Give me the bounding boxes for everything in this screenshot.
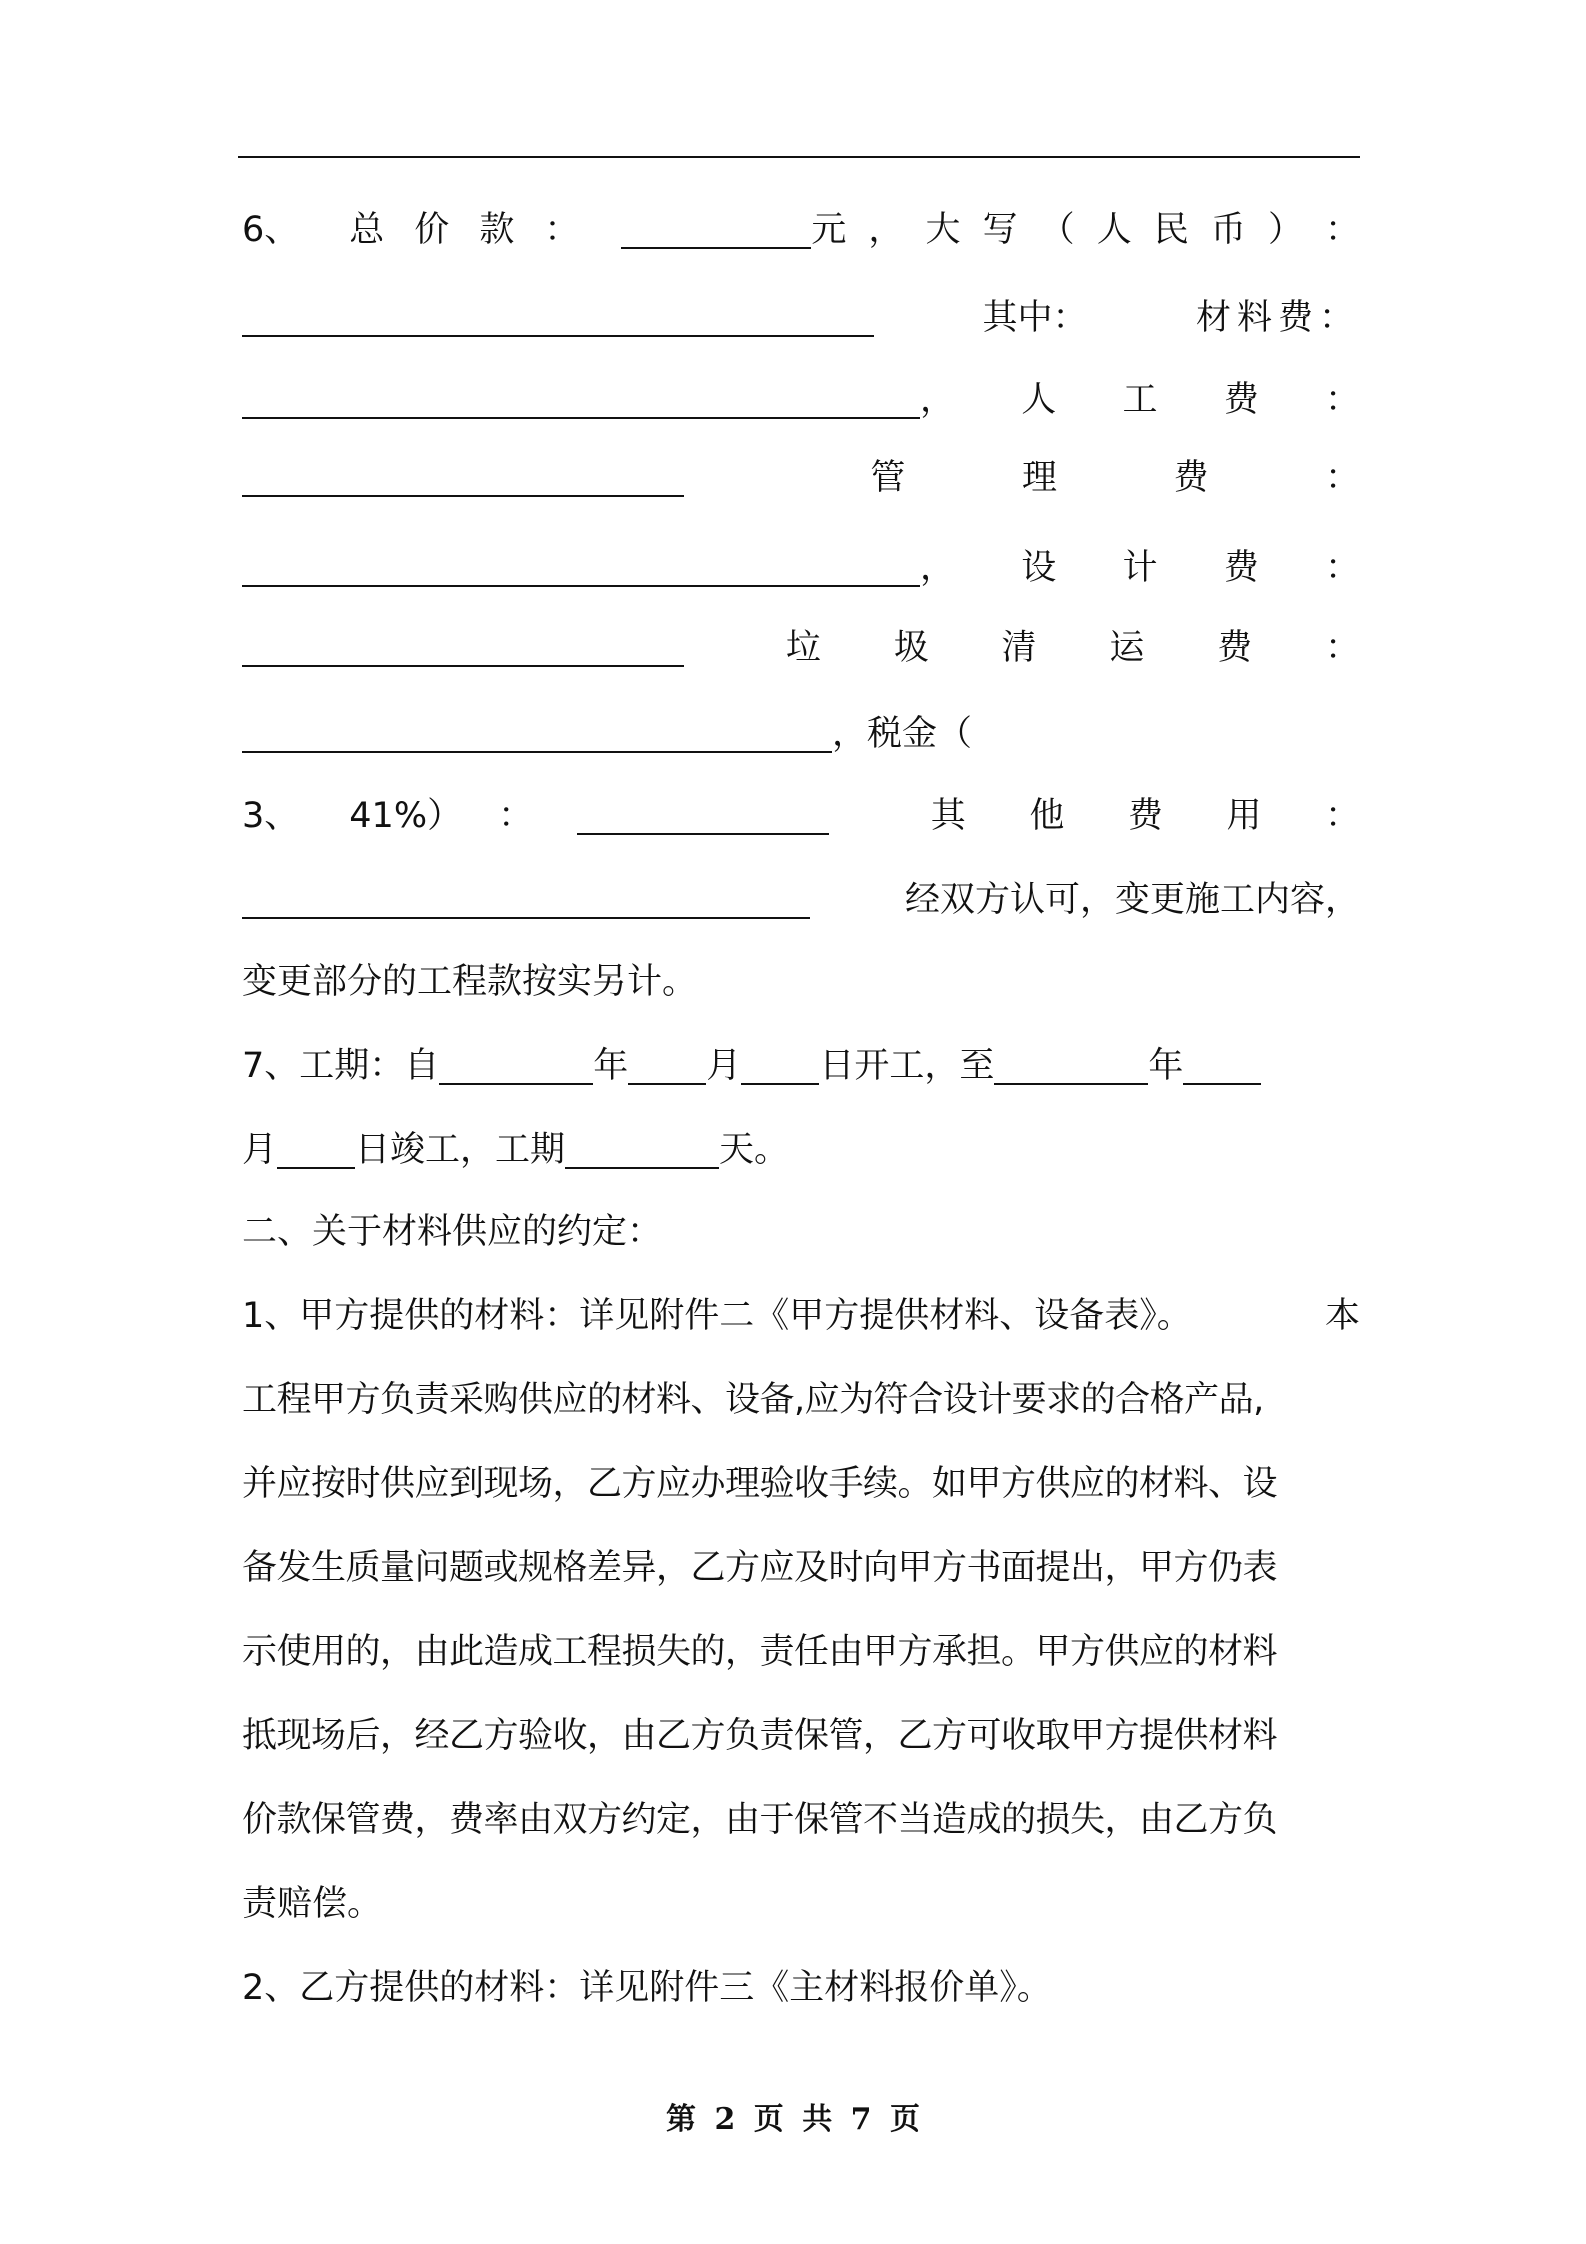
text-line-labor — [242, 370, 1360, 430]
text: 运 — [1109, 628, 1145, 668]
text: 元 — [811, 210, 847, 250]
text-line — [242, 1790, 1360, 1850]
text: 天。 — [719, 1130, 790, 1170]
text: 款 — [479, 210, 515, 250]
text: 2、乙方提供的材料：详见附件三《主材料报价单》。 — [242, 1968, 1052, 2008]
text-line-total-price — [242, 200, 1360, 260]
text: 备发生质量问题或规格差异，乙方应及时向甲方书面提出，甲方仍表 — [242, 1548, 1278, 1588]
text: 7、工期：自 — [242, 1046, 440, 1086]
text: 费 — [1173, 458, 1209, 498]
text: 其中： — [982, 298, 1088, 338]
text: 材料费： — [1195, 298, 1360, 338]
text: 经双方认可，变更施工内容， — [904, 880, 1360, 920]
text: 他 — [1029, 796, 1065, 836]
text: 人 — [1021, 380, 1057, 420]
text: 管 — [870, 458, 906, 498]
text: 41%） — [349, 796, 463, 836]
text: ， — [868, 210, 904, 250]
text: ： — [498, 796, 534, 836]
text: 抵现场后，经乙方验收，由乙方负责保管，乙方可收取甲方提供材料 — [242, 1716, 1278, 1756]
blank-end-day — [277, 1131, 355, 1169]
text: 总 — [349, 210, 385, 250]
text: 二、关于材料供应的约定： — [242, 1212, 663, 1252]
text: 工 — [1122, 380, 1158, 420]
text-line-design — [242, 538, 1360, 598]
blank-other-fees — [242, 881, 810, 919]
blank-material-fee — [242, 381, 920, 419]
text-line-management — [242, 448, 1360, 508]
text: 圾 — [893, 628, 929, 668]
text-line — [242, 1538, 1360, 1598]
text: 费 — [1223, 548, 1259, 588]
text: 清 — [1001, 628, 1037, 668]
header-rule — [238, 156, 1360, 158]
text: 计 — [1122, 548, 1158, 588]
blank-start-month — [628, 1047, 706, 1085]
blank-tax — [577, 797, 829, 835]
text-line — [242, 1706, 1360, 1766]
blank-start-year — [439, 1047, 593, 1085]
blank-end-year — [994, 1047, 1148, 1085]
text: 费 — [1223, 380, 1259, 420]
section-heading — [242, 1202, 1360, 1262]
text: 费 — [1217, 628, 1253, 668]
text: ： — [1325, 548, 1361, 588]
item-number: 3、 — [242, 796, 300, 836]
text: ，税金（ — [832, 714, 973, 754]
text-line — [242, 1874, 1360, 1934]
text: 人 — [1096, 210, 1132, 250]
blank-duration-days — [565, 1131, 719, 1169]
text: 写 — [982, 210, 1018, 250]
text-line — [242, 1286, 1360, 1346]
text-line — [242, 1454, 1360, 1514]
blank-garbage-fee — [242, 715, 832, 753]
page-number: 第 2 页 共 7 页 — [666, 2102, 920, 2137]
text: 币 — [1210, 210, 1246, 250]
text: 1、甲方提供的材料：详见附件二《甲方提供材料、设备表》。 — [242, 1296, 1192, 1336]
text-line — [242, 952, 1360, 1012]
text: （ — [1039, 210, 1075, 250]
blank-uppercase-amount — [242, 299, 874, 337]
text: 日竣工，工期 — [355, 1130, 566, 1170]
text: 理 — [1021, 458, 1057, 498]
text: ： — [1325, 380, 1361, 420]
text-line-other-fees — [242, 786, 1360, 846]
text: 责赔偿。 — [242, 1884, 383, 1924]
text: 月 — [242, 1130, 278, 1170]
text: ： — [1325, 458, 1361, 498]
text: ： — [1324, 628, 1360, 668]
text-line-period-end — [242, 1120, 1360, 1180]
text: 年 — [593, 1046, 629, 1086]
item-number: 6、 — [242, 210, 300, 250]
text: ） — [1267, 210, 1303, 250]
text: ： — [544, 210, 580, 250]
text-line-changes — [242, 870, 1360, 930]
text: ： — [1325, 796, 1361, 836]
text: ， — [920, 380, 956, 420]
text: 并应按时供应到现场，乙方应办理验收手续。如甲方供应的材料、设 — [242, 1464, 1278, 1504]
text: 价款保管费，费率由双方约定，由于保管不当造成的损失，由乙方负 — [242, 1800, 1278, 1840]
text: 日开工，至 — [819, 1046, 995, 1086]
text: 工程甲方负责采购供应的材料、设备,应为符合设计要求的合格产品, — [242, 1380, 1264, 1420]
text-line-tax — [242, 704, 1360, 764]
text: 民 — [1153, 210, 1189, 250]
blank-labor-fee — [242, 459, 684, 497]
text: 变更部分的工程款按实另计。 — [242, 962, 698, 1002]
blank-end-month — [1183, 1047, 1261, 1085]
text: ， — [920, 548, 956, 588]
text: ： — [1325, 210, 1361, 250]
blank-management-fee — [242, 549, 920, 587]
text: 年 — [1148, 1046, 1184, 1086]
text: 价 — [414, 210, 450, 250]
text: 本 — [1324, 1296, 1360, 1336]
text: 用 — [1226, 796, 1262, 836]
text: 其 — [930, 796, 966, 836]
blank-design-fee — [242, 629, 684, 667]
text: 设 — [1021, 548, 1057, 588]
text-line-period — [242, 1036, 1360, 1096]
blank-total-price — [621, 211, 811, 249]
text-line — [242, 1370, 1360, 1430]
text: 垃 — [785, 628, 821, 668]
text: 示使用的，由此造成工程损失的，责任由甲方承担。甲方供应的材料 — [242, 1632, 1278, 1672]
text-line — [242, 1958, 1360, 2018]
text-line-garbage — [242, 618, 1360, 678]
text-line — [242, 1622, 1360, 1682]
blank-start-day — [741, 1047, 819, 1085]
text: 大 — [925, 210, 961, 250]
text: 月 — [706, 1046, 742, 1086]
text: 费 — [1127, 796, 1163, 836]
text-line-materials — [242, 288, 1360, 348]
